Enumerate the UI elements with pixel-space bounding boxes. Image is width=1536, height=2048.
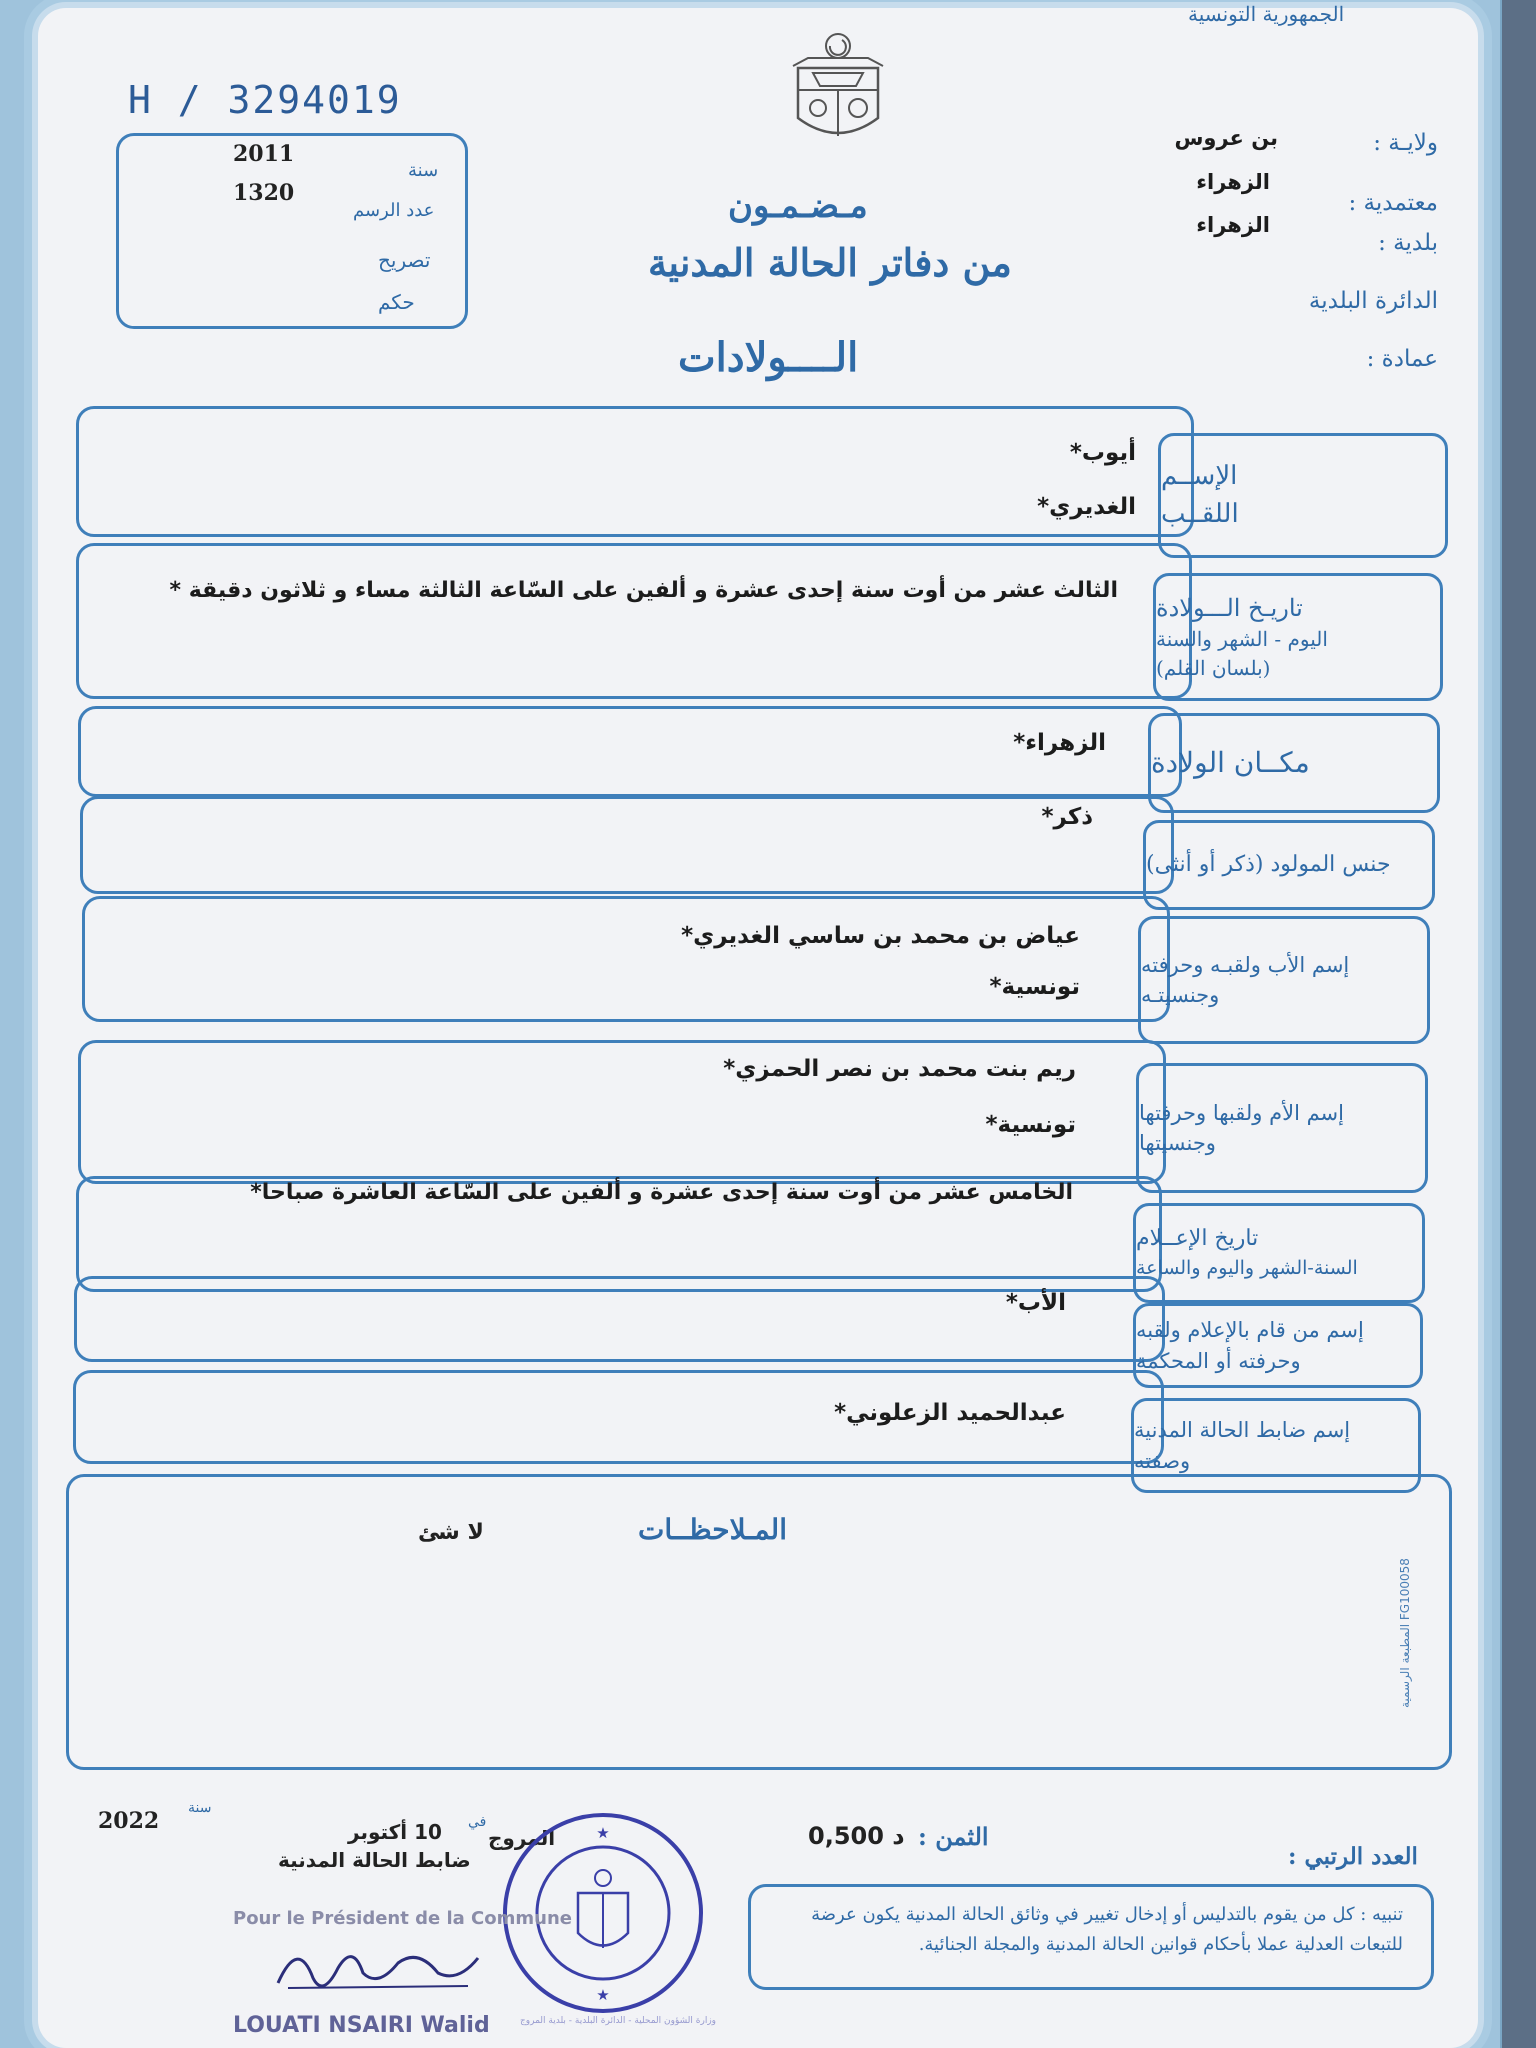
year-value: 2011 <box>233 141 295 167</box>
officer-label: إسم ضابط الحالة المدنية <box>1134 1418 1351 1443</box>
municipal-district-label: الدائرة البلدية <box>1308 288 1438 314</box>
remarks-value: لا شئ <box>418 1520 484 1545</box>
birth-date-note: (بلسان القلم) <box>1156 656 1271 681</box>
sex-value: ذكر* <box>1041 804 1093 830</box>
birth-date-sublabel: اليوم - الشهر والسنة <box>1156 627 1328 652</box>
birth-place-label-frame <box>1148 713 1440 813</box>
declaration-label: تصريح <box>378 248 431 272</box>
signatory-name: LOUATI NSAIRI Walid <box>233 2013 490 2038</box>
footer-year-label: سنة <box>188 1800 212 1816</box>
mother-label: إسم الأم ولقبها وحرفتها <box>1139 1100 1344 1125</box>
father-label: إسم الأب ولقبـه وحرفته <box>1141 952 1350 977</box>
municipality-value: الزهراء <box>1196 213 1270 237</box>
name-value-frame <box>76 406 1194 537</box>
registration-number-value: 1320 <box>233 180 295 206</box>
birth-date-value-frame <box>76 543 1192 699</box>
declarant-value: الأب* <box>1005 1290 1066 1316</box>
document-title-line2: من دفاتر الحالة المدنية <box>648 240 1012 285</box>
svg-text:★: ★ <box>596 1824 610 1842</box>
footer-year-value: 2022 <box>98 1808 160 1834</box>
officer-value: عبدالحميد الزعلوني* <box>834 1400 1066 1426</box>
mother-label-frame <box>1136 1063 1428 1193</box>
surname-value: الغديري* <box>1037 494 1136 520</box>
serial-order-label: العدد الرتبي : <box>1288 1843 1418 1870</box>
declarant-value-frame <box>74 1276 1165 1362</box>
coat-of-arms-emblem <box>778 28 898 148</box>
issue-date-prefix: في <box>468 1814 487 1830</box>
governorate-value: بن عروس <box>1174 126 1278 150</box>
declaration-date-label-frame <box>1133 1203 1425 1303</box>
declarant-label-line2: وحرفته أو المحكمة <box>1136 1348 1301 1373</box>
father-value-frame <box>82 896 1170 1022</box>
father-label-line2: وجنسيتـه <box>1141 983 1220 1007</box>
sex-label-frame <box>1143 820 1435 910</box>
republic-heading: الجمهورية التونسية <box>1188 2 1345 26</box>
officer-label-line2: وصفته <box>1134 1448 1191 1473</box>
mother-name-value: ريم بنت محمد بن نصر الحمزي* <box>723 1056 1076 1082</box>
printer-code: المطبعة الرسمية FG100058 <box>1398 1558 1412 1708</box>
birth-date-value: الثالث عشر من أوت سنة إحدى عشرة و ألفين على السّاعة الثالثة مساء و ثلاثون دقيقة * <box>169 578 1118 603</box>
judgment-label: حكم <box>378 290 415 314</box>
father-nationality-value: تونسية* <box>989 974 1080 1000</box>
mother-nationality-value: تونسية* <box>985 1112 1076 1138</box>
name-label-frame <box>1158 433 1448 558</box>
imada-label: عمادة : <box>1366 346 1438 372</box>
document-title-line1: مـضـمـون <box>728 186 868 226</box>
price-label: الثمن : <box>918 1822 989 1851</box>
governorate-label: ولايـة : <box>1373 130 1438 156</box>
birth-certificate-paper <box>38 2 1478 2048</box>
issue-place: المروج <box>488 1826 556 1850</box>
first-name-value: أيوب* <box>1069 440 1136 466</box>
birth-date-label: تاريـخ الـــولادة <box>1156 593 1303 622</box>
mother-label-line2: وجنسيتها <box>1139 1131 1216 1155</box>
birth-place-value: الزهراء* <box>1013 730 1106 756</box>
declarant-label-frame <box>1133 1303 1423 1388</box>
sex-label: جنس المولود (ذكر أو أنثى) <box>1146 852 1391 878</box>
surname-label: اللقــب <box>1161 498 1239 529</box>
declaration-date-value: الخامس عشر من أوت سنة إحدى عشرة و ألفين على السّاعة العاشرة صباحا* <box>250 1180 1073 1205</box>
declarant-label: إسم من قام بالإعلام ولقبه <box>1136 1318 1364 1343</box>
birth-place-label: مكــان الولادة <box>1151 745 1310 779</box>
declaration-date-label: تاريخ الإعــلام <box>1136 1226 1259 1252</box>
signature-mark <box>268 1928 488 1998</box>
delegation-value: الزهراء <box>1196 170 1270 194</box>
officer-title-footer: ضابط الحالة المدنية <box>278 1848 471 1872</box>
father-label-frame <box>1138 916 1430 1044</box>
stamp-text: وزارة الشؤون المحلية - الدائرة البلدية - بلدية المروج <box>519 2016 717 2026</box>
serial-number: H / 3294019 <box>128 78 402 122</box>
svg-text:★: ★ <box>596 1986 610 2004</box>
name-label: الإســم <box>1161 460 1238 491</box>
births-section-title: الــــولادات <box>678 334 859 381</box>
issue-date-value: 10 أكتوبر <box>348 1820 442 1844</box>
father-name-value: عياض بن محمد بن ساسي الغديري* <box>681 923 1080 949</box>
remarks-title: المـلاحظــات <box>638 1513 787 1546</box>
signature-caption: Pour le Président de la Commune <box>233 1908 572 1929</box>
price-value: 0,500 د <box>808 1822 905 1850</box>
birth-date-label-frame <box>1153 573 1443 701</box>
municipality-label: بلدية : <box>1378 230 1438 256</box>
year-label: سنة <box>408 160 439 181</box>
sex-value-frame <box>80 796 1174 894</box>
registration-number-label: عدد الرسم <box>353 200 435 221</box>
delegation-label: معتمدية : <box>1348 190 1438 216</box>
notice-text: تنبيه : كل من يقوم بالتدليس أو إدخال تغيير في وثائق الحالة المدنية يكون عرضة للتبعات العدلية عملا بأحكام قوانين الحالة المدنية والمجلة الجنائية. <box>811 1904 1403 1955</box>
declaration-date-sublabel: السنة-الشهر واليوم والساعة <box>1136 1257 1358 1280</box>
